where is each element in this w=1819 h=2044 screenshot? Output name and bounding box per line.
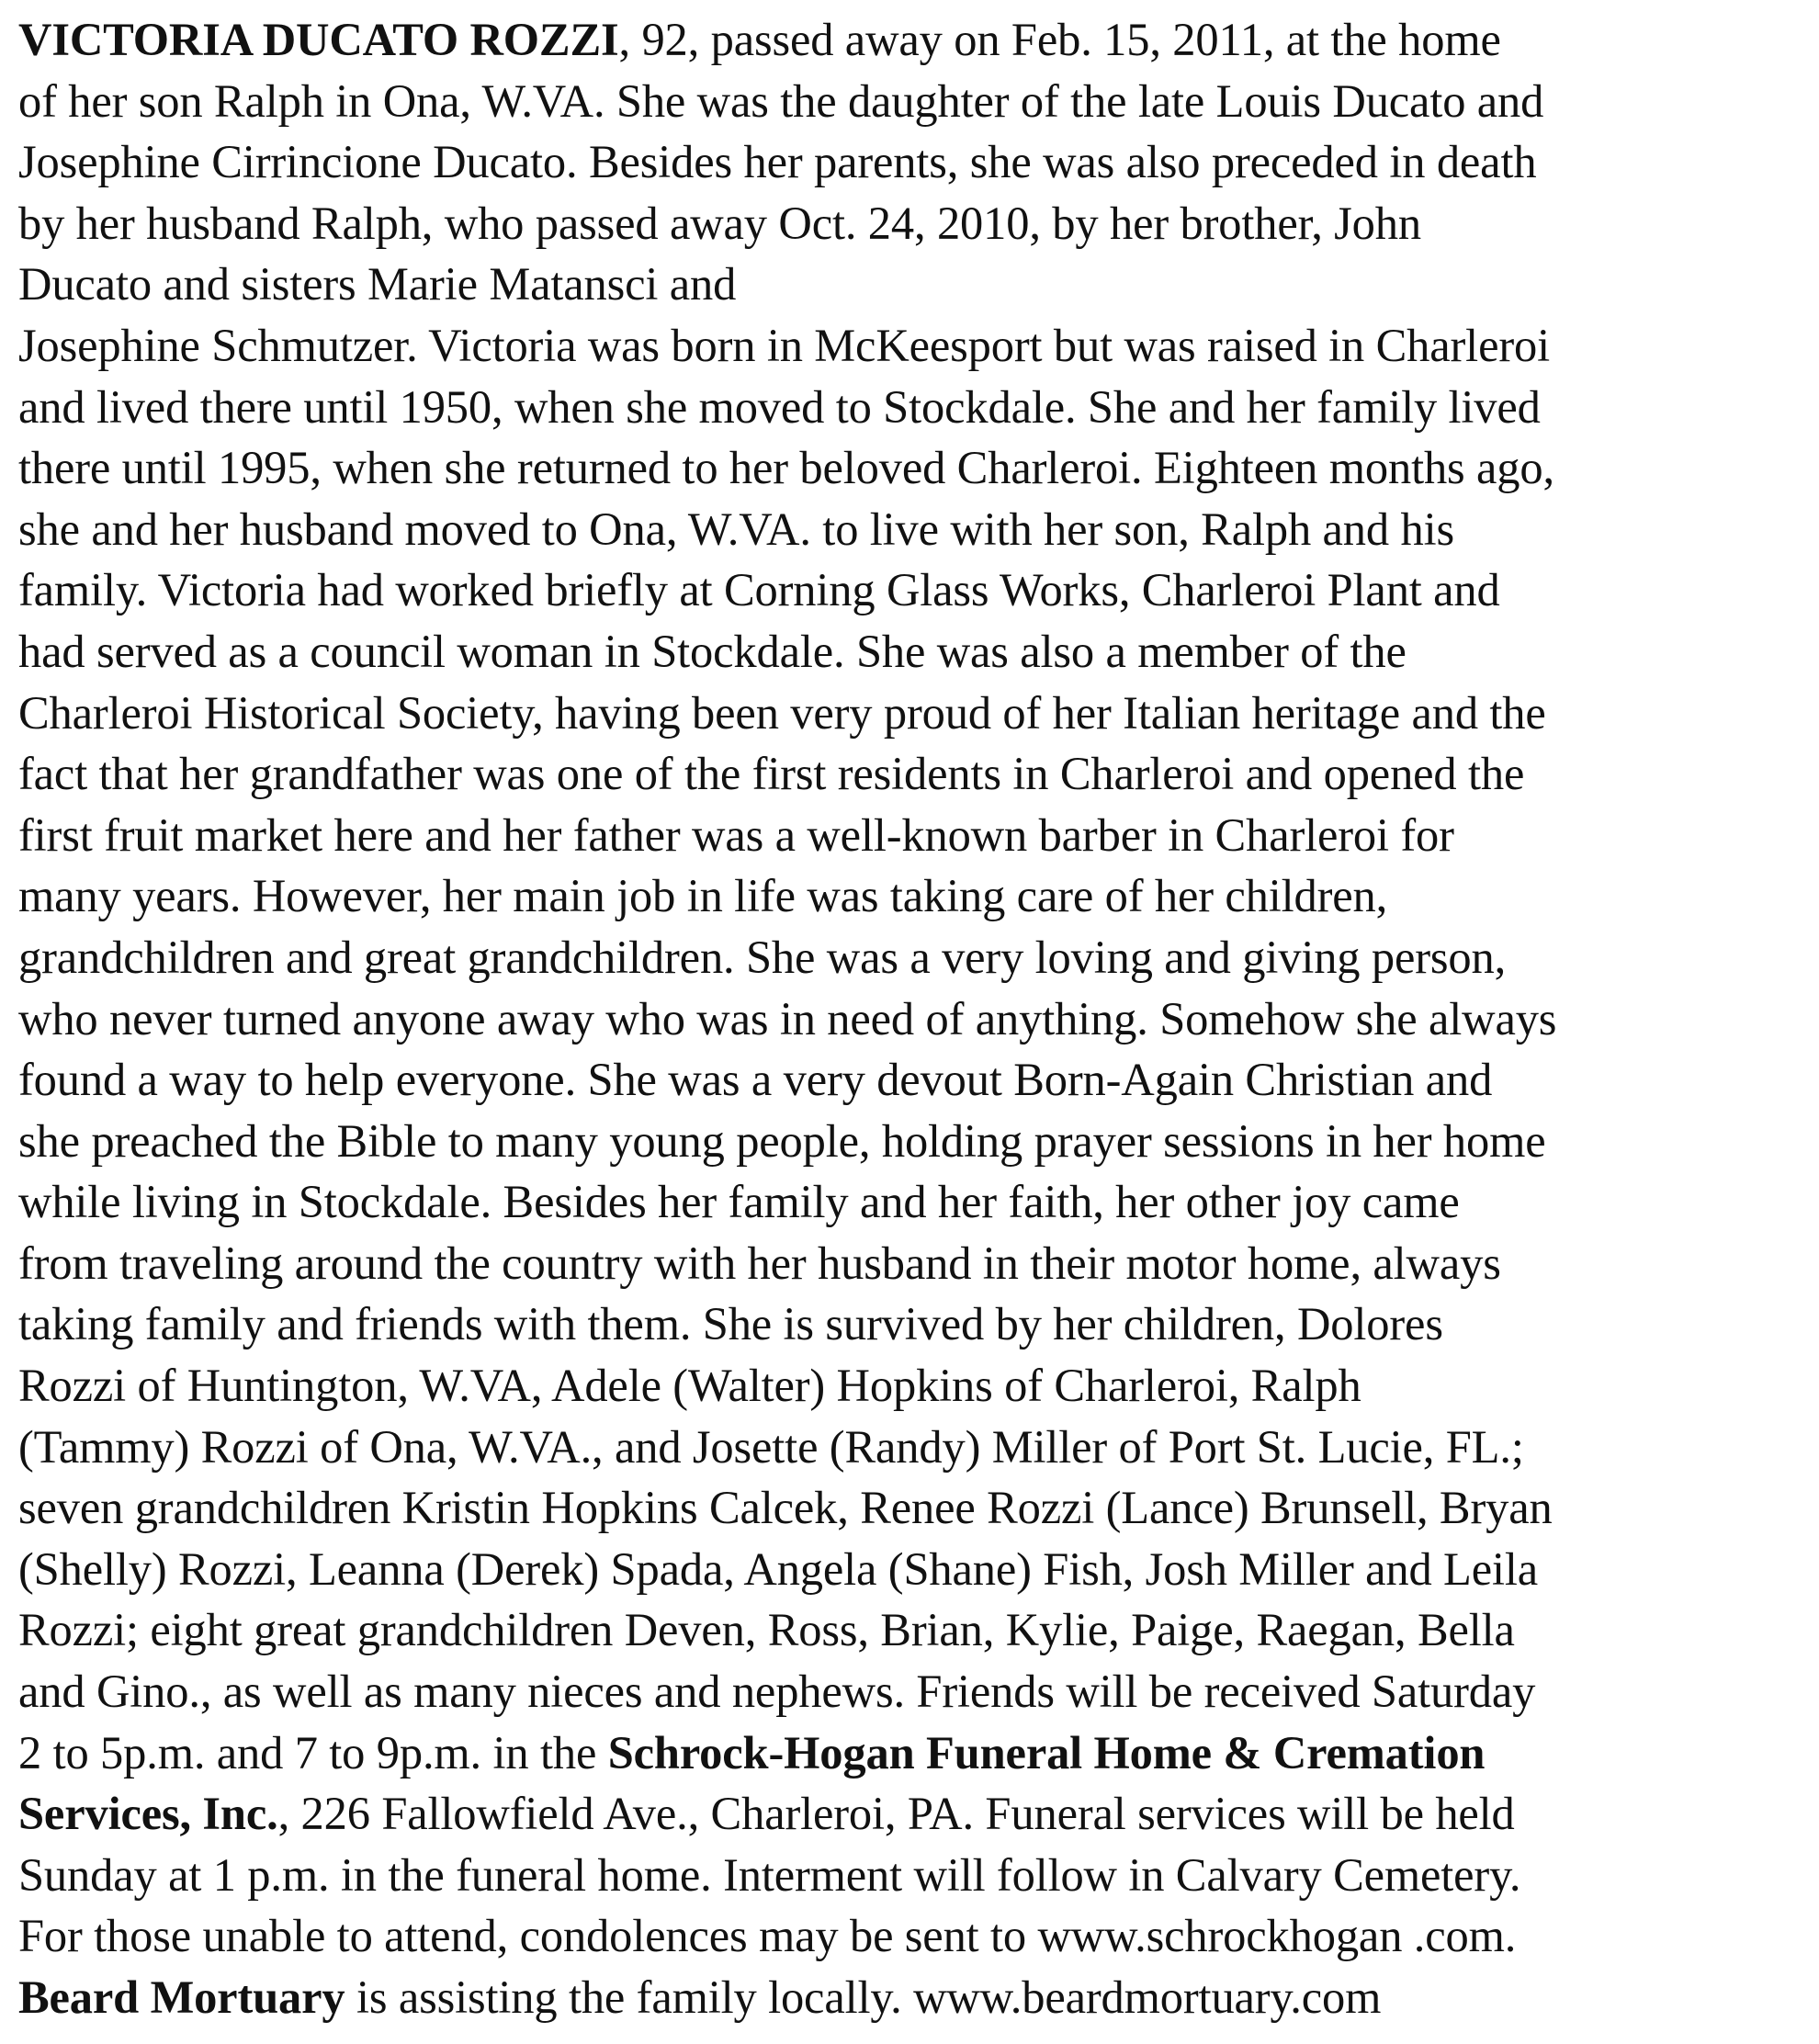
obituary-line xyxy=(18,743,1810,805)
line-text: first fruit market here and her father was a well-known barber in Charleroi for xyxy=(18,808,1454,861)
obituary-line xyxy=(18,1599,1810,1661)
line-text: Rozzi of Huntington, W.VA, Adele (Walter) Hopkins of Charleroi, Ralph xyxy=(18,1360,1361,1412)
obituary-line xyxy=(18,1233,1810,1294)
line-text: fact that her grandfather was one of the first residents in Charleroi and opened the xyxy=(18,748,1525,800)
obituary-line xyxy=(18,1477,1810,1539)
line-text: family. Victoria had worked briefly at Corning Glass Works, Charleroi Plant and xyxy=(18,564,1500,616)
line-text: (Shelly) Rozzi, Leanna (Derek) Spada, Angela (Shane) Fish, Josh Miller and Leila xyxy=(18,1542,1539,1595)
bold-name: Services, Inc. xyxy=(18,1788,278,1840)
line-text: Sunday at 1 p.m. in the funeral home. Interment will follow in Calvary Cemetery. xyxy=(18,1848,1521,1901)
obituary-line xyxy=(18,1111,1810,1172)
line-text: taking family and friends with them. She is survived by her children, Dolores xyxy=(18,1298,1443,1350)
obituary-line xyxy=(18,315,1810,377)
obituary-line xyxy=(18,193,1810,254)
obituary-line xyxy=(18,865,1810,927)
bold-name: Schrock-Hogan Funeral Home & Cremation xyxy=(607,1726,1486,1779)
obituary-line xyxy=(18,1905,1810,1967)
line-text: by her husband Ralph, who passed away Oct. 24, 2010, by her brother, John xyxy=(18,197,1421,249)
line-text: Charleroi Historical Society, having been very proud of her Italian heritage and the xyxy=(18,686,1546,739)
line-text: Josephine Cirrincione Ducato. Besides her parents, she was also preceded in death xyxy=(18,136,1537,188)
line-text: , 226 Fallowfield Ave., Charleroi, PA. Funeral services will be held xyxy=(277,1788,1515,1840)
line-text: seven grandchildren Kristin Hopkins Calcek, Renee Rozzi (Lance) Brunsell, Bryan xyxy=(18,1482,1553,1534)
line-text: while living in Stockdale. Besides her family and her faith, her other joy came xyxy=(18,1176,1460,1228)
obituary-line xyxy=(18,9,1810,71)
bold-name: Beard Mortuary xyxy=(18,1971,345,2023)
obituary-line xyxy=(18,988,1810,1050)
obituary-line xyxy=(18,559,1810,621)
line-text: who never turned anyone away who was in need of anything. Somehow she always xyxy=(18,992,1557,1045)
line-text: grandchildren and great grandchildren. She was a very loving and giving person, xyxy=(18,931,1507,983)
obituary-line xyxy=(18,1417,1810,1478)
obituary-line xyxy=(18,1845,1810,1906)
line-text: Ducato and sisters Marie Matansci and xyxy=(18,258,737,311)
obituary-line xyxy=(18,1355,1810,1417)
line-text: For those unable to attend, condolences may be sent to www.schrockhogan .com. xyxy=(18,1910,1517,1962)
obituary-line xyxy=(18,1293,1810,1355)
obituary-line xyxy=(18,254,1810,315)
line-text: had served as a council woman in Stockdale. She was also a member of the xyxy=(18,625,1407,677)
obituary-line xyxy=(18,71,1810,132)
line-text: Josephine Schmutzer. Victoria was born in McKeesport but was raised in Charleroi xyxy=(18,319,1550,371)
obituary-line xyxy=(18,1171,1810,1233)
obituary-line xyxy=(18,1539,1810,1600)
line-text: 2 to 5p.m. and 7 to 9p.m. in the xyxy=(18,1726,608,1779)
obituary-text xyxy=(18,9,1810,2028)
line-text: and lived there until 1950, when she moved to Stockdale. She and her family lived xyxy=(18,380,1541,433)
line-text: from traveling around the country with her husband in their motor home, always xyxy=(18,1237,1501,1289)
obituary-line xyxy=(18,927,1810,988)
obituary-line xyxy=(18,1661,1810,1722)
obituary-line xyxy=(18,1049,1810,1111)
obituary-line xyxy=(18,499,1810,560)
bold-name: VICTORIA DUCATO ROZZI xyxy=(18,14,619,65)
obituary-line xyxy=(18,1967,1810,2028)
line-text: (Tammy) Rozzi of Ona, W.VA., and Josette (Randy) Miller of Port St. Lucie, FL.; xyxy=(18,1420,1524,1473)
obituary-line xyxy=(18,683,1810,744)
line-text: and Gino., as well as many nieces and nephews. Friends will be received Saturday xyxy=(18,1666,1536,1718)
line-text: there until 1995, when she returned to her beloved Charleroi. Eighteen months ago, xyxy=(18,442,1554,494)
line-text: many years. However, her main job in life was taking care of her children, xyxy=(18,870,1388,922)
obituary-line xyxy=(18,1722,1810,1784)
obituary-line xyxy=(18,437,1810,499)
obituary-line xyxy=(18,1783,1810,1845)
line-text: , 92, passed away on Feb. 15, 2011, at the home xyxy=(618,14,1501,65)
obituary-line xyxy=(18,131,1810,193)
obituary-line xyxy=(18,621,1810,683)
obituary-line xyxy=(18,805,1810,866)
line-text: she and her husband moved to Ona, W.VA. to live with her son, Ralph and his xyxy=(18,503,1454,555)
obituary-line xyxy=(18,377,1810,438)
line-text: found a way to help everyone. She was a very devout Born-Again Christian and xyxy=(18,1054,1493,1106)
line-text: of her son Ralph in Ona, W.VA. She was the daughter of the late Louis Ducato and xyxy=(18,74,1544,127)
line-text: Rozzi; eight great grandchildren Deven, Ross, Brian, Kylie, Paige, Raegan, Bella xyxy=(18,1604,1515,1656)
line-text: she preached the Bible to many young people, holding prayer sessions in her home xyxy=(18,1114,1546,1167)
line-text: is assisting the family locally. www.beardmortuary.com xyxy=(345,1971,1382,2023)
